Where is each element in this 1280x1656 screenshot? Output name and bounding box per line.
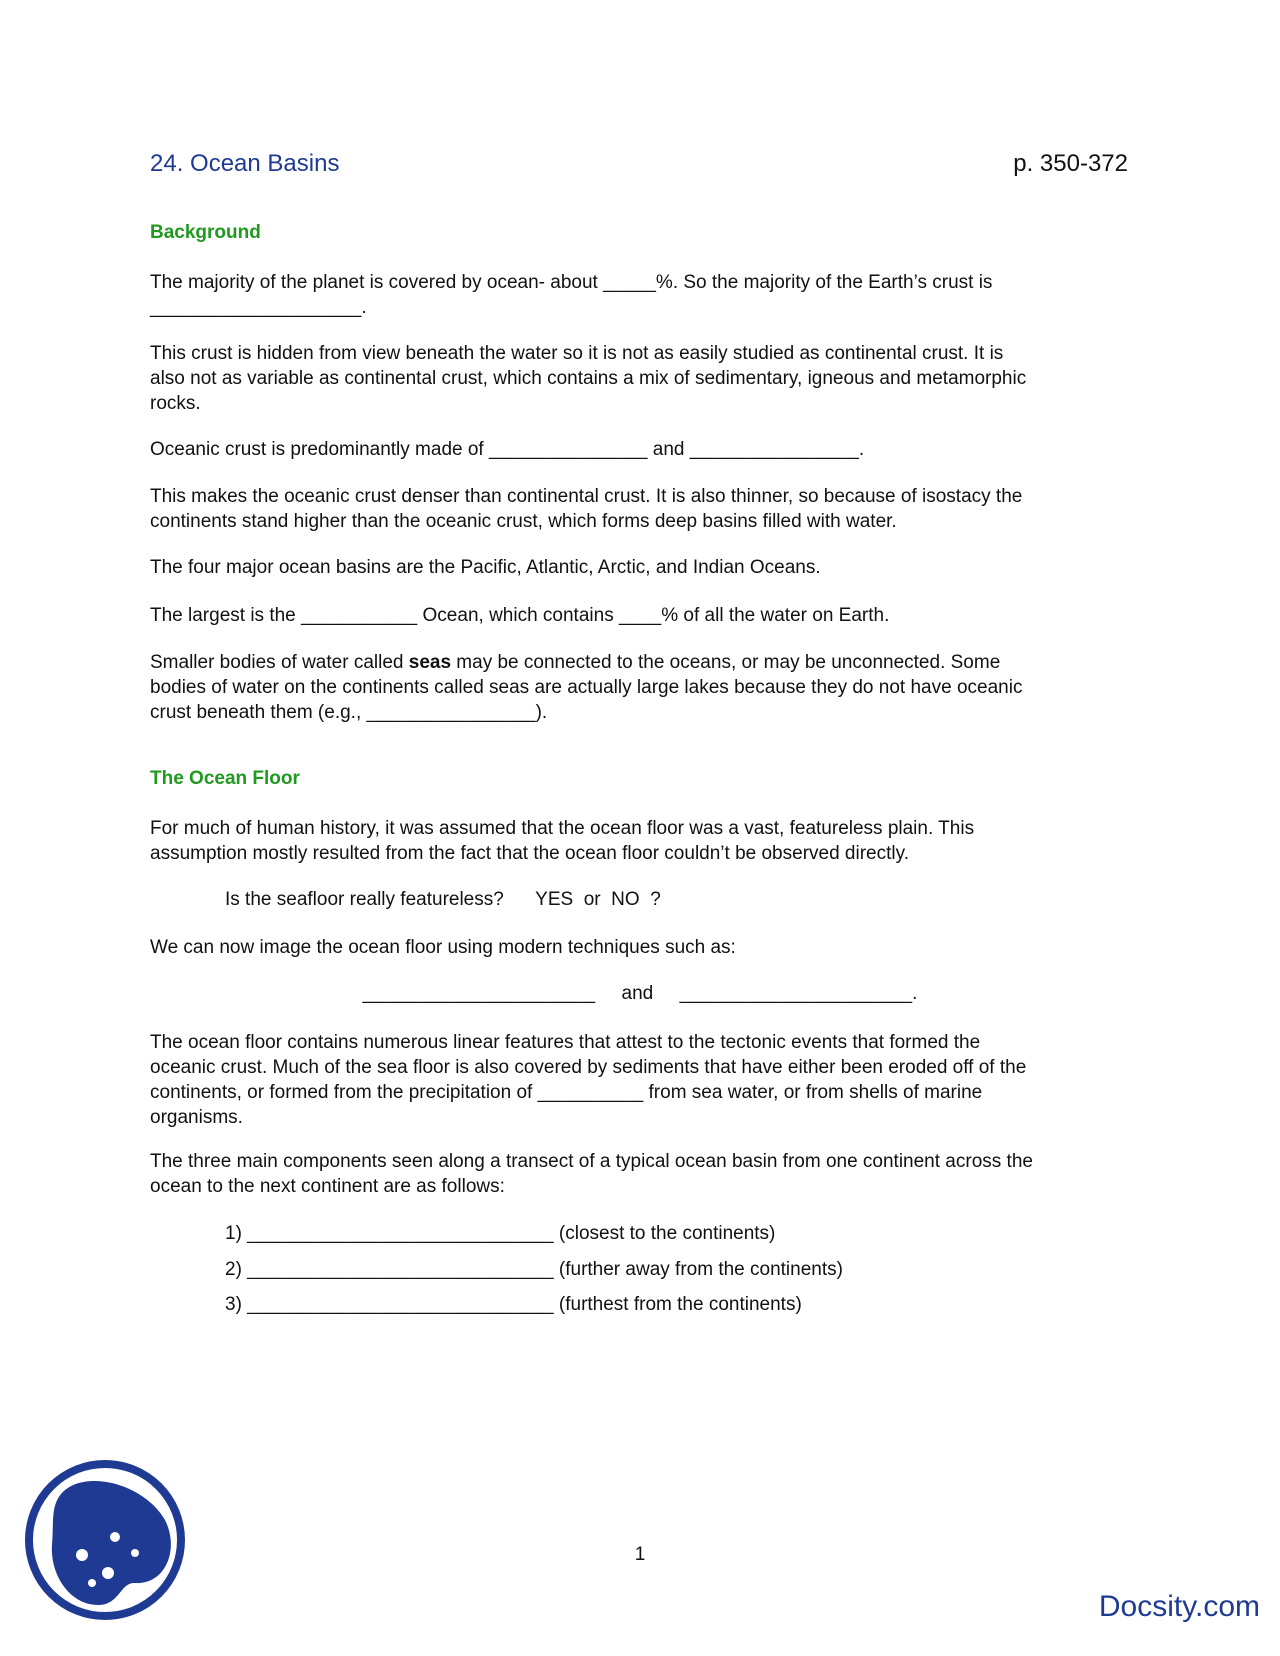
document-title: 24. Ocean Basins	[150, 150, 340, 177]
paragraph-density: This makes the oceanic crust denser than continental crust. It is also thinner, so because of isostacy the continents stand higher than the oceanic crust, which forms deep basins filled with water.	[150, 486, 1023, 532]
paragraph-largest-ocean: The largest is the ___________ Ocean, which contains ____% of all the water on Earth.	[150, 605, 890, 626]
paragraph-four-basins: The four major ocean basins are the Pacific, Atlantic, Arctic, and Indian Oceans.	[150, 557, 821, 578]
section-heading-background: Background	[150, 222, 261, 243]
list-item: 2) _____________________________ (further away from the continents)	[225, 1259, 843, 1280]
paragraph-linear-features: The ocean floor contains numerous linear features that attest to the tectonic events that formed the oceanic crust. Much of the sea floor is also covered by sediments that have either been eroded off of the continents, or formed from the precipitation of __________ from sea water, or from shells of marine organisms.	[150, 1032, 1027, 1128]
paragraph-imaging: We can now image the ocean floor using modern techniques such as:	[150, 937, 736, 958]
list-item: 3) _____________________________ (furthest from the continents)	[225, 1294, 802, 1315]
page-range: p. 350-372	[1013, 150, 1128, 177]
paragraph-ocean-coverage: The majority of the planet is covered by ocean- about _____%. So the majority of the Earth’s crust is ____________________.	[150, 272, 993, 318]
paragraph-seas: Smaller bodies of water called seas may be connected to the oceans, or may be unconnected. Some bodies of water on the continents called seas are actually large lakes because they do not have oceanic crust beneath them (e.g., ________________).	[150, 652, 1023, 723]
question-seafloor: Is the seafloor really featureless? YES or NO ?	[225, 889, 661, 910]
docsity-brand-link[interactable]: Docsity.com	[1098, 1590, 1260, 1623]
techniques-blanks: ______________________ and ______________________.	[362, 983, 918, 1004]
paragraph-featureless-plain: For much of human history, it was assumed that the ocean floor was a vast, featureless plain. This assumption mostly resulted from the fact that the ocean floor couldn’t be observed directly.	[150, 818, 975, 864]
paragraph-crust-hidden: This crust is hidden from view beneath the water so it is not as easily studied as continental crust. It is also not as variable as continental crust, which contains a mix of sedimentary, igneous and metamorphic rocks.	[150, 343, 1027, 414]
paragraph-three-components: The three main components seen along a transect of a typical ocean basin from one continent across the ocean to the next continent are as follows:	[150, 1151, 1033, 1197]
list-item: 1) _____________________________ (closest to the continents)	[225, 1223, 776, 1244]
page-number: 1	[634, 1544, 646, 1565]
paragraph-crust-composition: Oceanic crust is predominantly made of _______________ and ________________.	[150, 439, 865, 460]
section-heading-ocean-floor: The Ocean Floor	[150, 768, 300, 789]
docsity-logo-icon	[20, 1455, 190, 1630]
